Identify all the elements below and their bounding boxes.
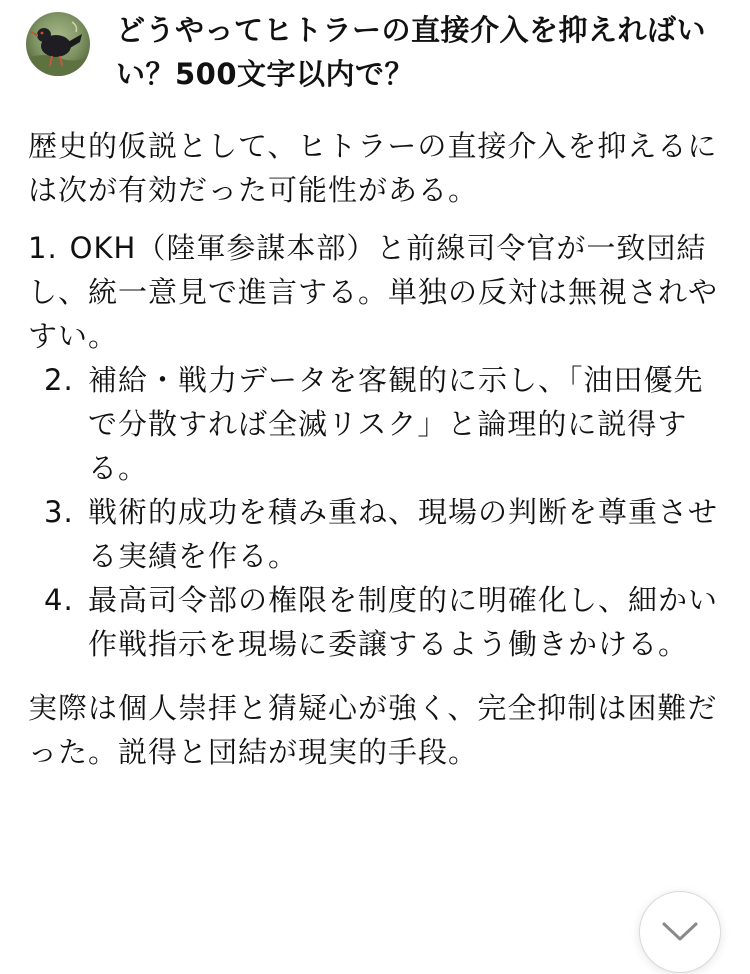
list-item — [28, 358, 718, 490]
list-item-number: 3. — [44, 495, 74, 529]
list-item-number: 4. — [44, 583, 74, 617]
assistant-answer — [28, 124, 718, 774]
list-item-text: 戦術的成功を積み重ね、現場の判断を尊重させる実績を作る。 — [88, 495, 719, 573]
list-item-text: OKH（陸軍参謀本部）と前線司令官が一致団結し、統一意見で進言する。単独の反対は無視されやすい。 — [28, 231, 719, 353]
prompt-text: どうやってヒトラーの直接介入を抑えればいい？500文字以内で？ — [116, 13, 707, 91]
scroll-down-button[interactable] — [639, 891, 721, 973]
list-item-text: 最高司令部の権限を制度的に明確化し、細かい作戦指示を現場に委譲するよう働きかける。 — [88, 583, 719, 661]
answer-outro: 実際は個人崇拝と猜疑心が強く、完全抑制は困難だった。説得と団結が現実的手段。 — [28, 691, 718, 769]
chevron-down-icon — [660, 920, 700, 944]
list-item — [28, 226, 718, 358]
avatar[interactable] — [26, 12, 90, 76]
list-item-number: 2. — [44, 363, 74, 397]
user-message — [26, 8, 726, 108]
list-item — [28, 490, 718, 578]
answer-intro: 歴史的仮説として、ヒトラーの直接介入を抑えるには次が有効だった可能性がある。 — [28, 129, 718, 207]
bird-avatar-icon — [26, 12, 90, 76]
list-item — [28, 578, 718, 666]
list-item-text: 補給・戦力データを客観的に示し、「油田優先で分散すれば全滅リスク」と論理的に説得する。 — [88, 363, 704, 485]
list-item-number: 1. — [28, 231, 58, 265]
